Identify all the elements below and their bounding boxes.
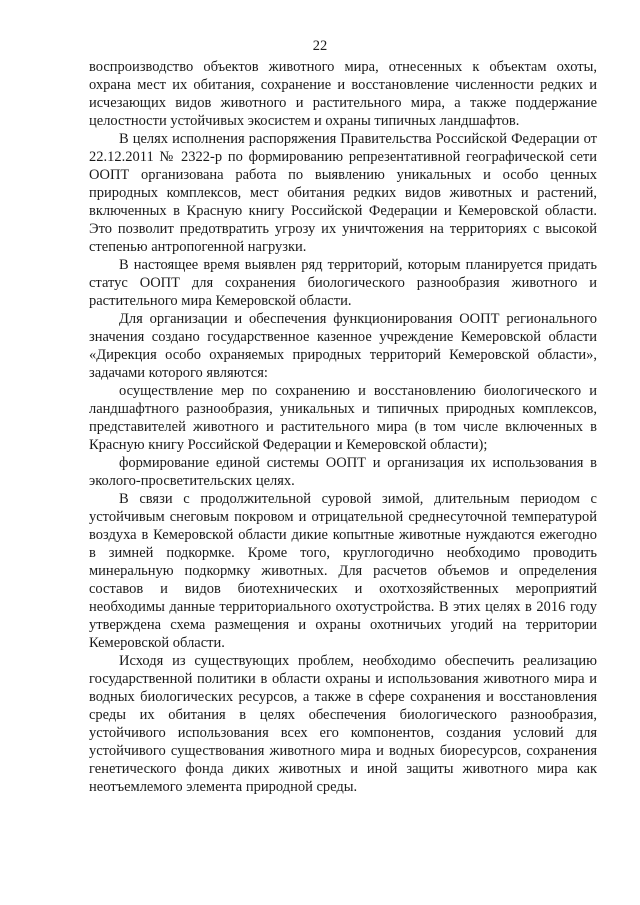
paragraph: Исходя из существующих проблем, необходимо обеспечить реализацию государственной политики в области охраны и использования животного мира и водных биологических ресурсов, а также в сфере сохранения и восстановления среды их обитания в целях обеспечения биологического разнообразия, устойчивого использования всех его компонентов, создания условий для устойчивого существования животного мира и водных биоресурсов, сохранения генетического фонда диких животных и иной защиты животного мира как неотъемлемого элемента природной среды. [89, 653, 597, 795]
paragraph: Для организации и обеспечения функционирования ООПТ регионального значения создано государственное казенное учреждение Кемеровской области «Дирекция особо охраняемых природных территорий Кемеровской области», задачами которого являются: [89, 311, 597, 381]
paragraph-continuation: воспроизводство объектов животного мира, отнесенных к объектам охоты, охрана мест их обитания, сохранение и восстановление численности редких и исчезающих видов животного и растительного мира, а также поддержание целостности устойчивых экосистем и охраны типичных ландшафтов. [89, 59, 597, 129]
document-body [89, 58, 597, 796]
paragraph: осуществление мер по сохранению и восстановлению биологического и ландшафтного разнообразия, уникальных и типичных природных комплексов, представителей животного и растительного мира (в том числе включенных в Красную книгу Российской Федерации и Кемеровской области); [89, 383, 597, 453]
paragraph: формирование единой системы ООПТ и организация их использования в эколого-просветительских целях. [89, 455, 597, 489]
page-number: 22 [312, 38, 328, 54]
paragraph: В целях исполнения распоряжения Правительства Российской Федерации от 22.12.2011 № 2322-р по формированию репрезентативной географической сети ООПТ организована работа по выявлению уникальных и особо ценных природных комплексов, мест обитания редких видов животных и растений, включенных в Красную книгу Российской Федерации и Кемеровской области. Это позволит предотвратить угрозу их уничтожения на территориях с высокой степенью антропогенной нагрузки. [89, 131, 597, 255]
paragraph: В настоящее время выявлен ряд территорий, которым планируется придать статус ООПТ для сохранения биологического разнообразия животного и растительного мира Кемеровской области. [89, 257, 597, 309]
paragraph: В связи с продолжительной суровой зимой, длительным периодом с устойчивым снеговым покровом и отрицательной среднесуточной температурой воздуха в Кемеровской области дикие копытные животные нуждаются ежегодно в зимней подкормке. Кроме того, круглогодично необходимо проводить минеральную подкормку животных. Для расчетов объемов и определения составов и видов биотехнических и охотхозяйственных мероприятий необходимы данные территориального охотустройства. В этих целях в 2016 году утверждена схема размещения и охраны охотничьих угодий на территории Кемеровской области. [89, 491, 597, 651]
